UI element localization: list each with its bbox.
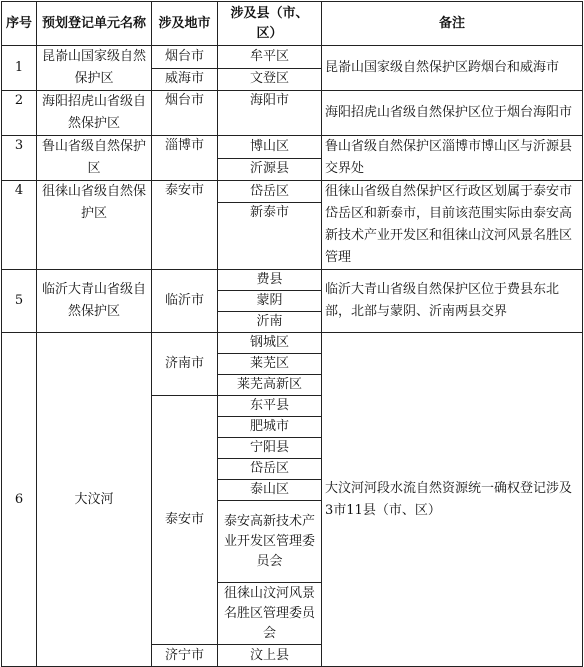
city-cell: 烟台市 [152,91,218,136]
city-cell: 济宁市 [152,645,218,667]
note-cell: 鲁山省级自然保护区淄博市博山区与沂源县交界处 [322,136,583,181]
note-cell: 徂徕山省级自然保护区行政区划属于泰安市岱岳区和新泰市，目前该范围实际由泰安高新技术产业开发区和徂徕山汶河风景名胜区管理 [322,181,583,270]
table-row [2,136,583,159]
city-cell: 临沂市 [152,270,218,333]
county-cell: 费县 [218,270,322,291]
county-cell: 沂源县 [218,158,322,181]
table-row [2,333,583,354]
seq-cell: 6 [2,333,37,667]
table-row [2,46,583,69]
note-cell: 昆嵛山国家级自然保护区跨烟台和威海市 [322,46,583,91]
county-cell: 蒙阴 [218,291,322,312]
county-cell: 新泰市 [218,203,322,270]
city-cell: 烟台市 [152,46,218,69]
table-header-row [2,2,583,46]
county-cell: 博山区 [218,136,322,159]
county-cell: 泰山区 [218,480,322,501]
header-county: 涉及县（市、区） [218,2,322,46]
county-cell: 文登区 [218,68,322,91]
table-row [2,181,583,203]
county-cell: 钢城区 [218,333,322,354]
note-cell: 临沂大青山省级自然保护区位于费县东北部，北部与蒙阴、沂南两县交界 [322,270,583,333]
county-cell: 岱岳区 [218,181,322,203]
table-row [2,270,583,291]
county-cell: 肥城市 [218,417,322,438]
county-cell: 莱芜高新区 [218,375,322,396]
county-cell: 莱芜区 [218,354,322,375]
seq-cell: 4 [2,181,37,270]
city-cell: 泰安市 [152,396,218,645]
seq-cell: 1 [2,46,37,91]
registration-units-table [1,1,583,667]
county-cell: 徂徕山汶河风景名胜区管理委员会 [218,583,322,645]
city-cell: 威海市 [152,68,218,91]
header-unit-name: 预划登记单元名称 [37,2,152,46]
county-cell: 牟平区 [218,46,322,69]
county-cell: 沂南 [218,312,322,333]
header-seq: 序号 [2,2,37,46]
header-note: 备注 [322,2,583,46]
note-cell: 海阳招虎山省级自然保护区位于烟台海阳市 [322,91,583,136]
city-cell: 济南市 [152,333,218,396]
unit-name-cell: 鲁山省级自然保护区 [37,136,152,181]
county-cell: 东平县 [218,396,322,417]
county-cell: 岱岳区 [218,459,322,480]
unit-name-cell: 徂徕山省级自然保护区 [37,181,152,270]
unit-name-cell: 大汶河 [37,333,152,667]
unit-name-cell: 昆嵛山国家级自然保护区 [37,46,152,91]
county-cell: 宁阳县 [218,438,322,459]
table-row [2,91,583,136]
note-cell: 大汶河河段水流自然资源统一确权登记涉及3市11县（市、区） [322,333,583,667]
county-cell: 海阳市 [218,91,322,136]
unit-name-cell: 海阳招虎山省级自然保护区 [37,91,152,136]
seq-cell: 5 [2,270,37,333]
city-cell: 泰安市 [152,181,218,270]
seq-cell: 3 [2,136,37,181]
city-cell: 淄博市 [152,136,218,181]
unit-name-cell: 临沂大青山省级自然保护区 [37,270,152,333]
county-cell: 泰安高新技术产业开发区管理委员会 [218,501,322,583]
county-cell: 汶上县 [218,645,322,667]
header-city: 涉及地市 [152,2,218,46]
seq-cell: 2 [2,91,37,136]
